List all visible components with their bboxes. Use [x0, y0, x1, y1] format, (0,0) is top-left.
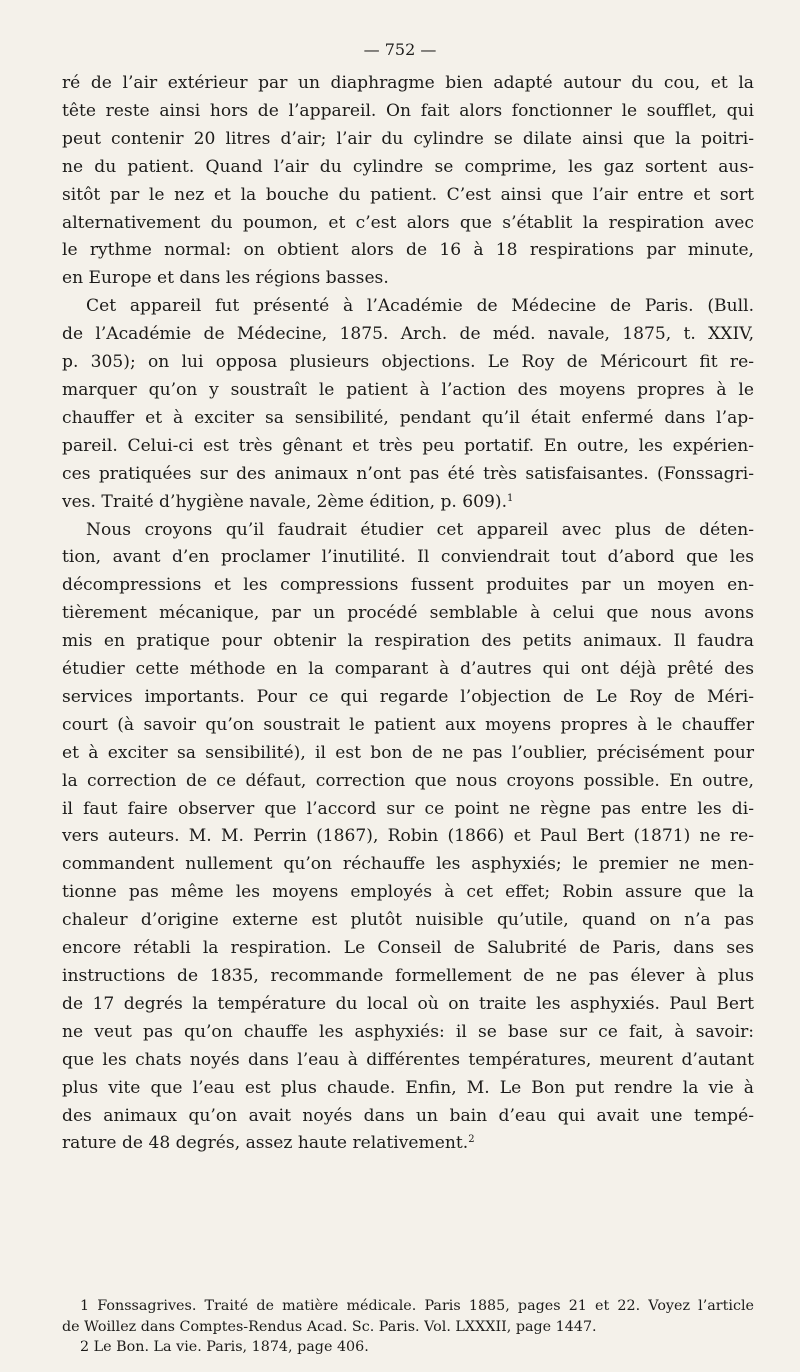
text-line: Nous croyons qu’il faudrait étudier cet appareil avec plus de déten-: [86, 519, 754, 540]
text-line: encore rétabli la respiration. Le Conseil de Salubrité de Paris, dans ses: [62, 938, 754, 959]
text-line: tête reste ainsi hors de l’appareil. On fait alors fonctionner le soufflet, qui: [62, 100, 754, 121]
text-line: instructions de 1835, recommande formellement de ne pas élever à plus: [62, 966, 754, 986]
text-line: tion, avant d’en proclamer l’inutilité. Il conviendrait tout d’abord que les: [62, 547, 754, 568]
text-line: plus vite que l’eau est plus chaude. Enfin, M. Le Bon put rendre la vie à: [62, 1077, 754, 1098]
text-line: tionne pas même les moyens employés à cet effet; Robin assure que la: [62, 882, 754, 903]
text-line: le rythme normal: on obtient alors de 16 à 18 respirations par minute,: [62, 240, 754, 261]
text-line: chauffer et à exciter sa sensibilité, pendant qu’il était enfermé dans l’ap-: [62, 407, 754, 428]
text-line: p. 305); on lui opposa plusieurs objections. Le Roy de Méricourt fit re-: [62, 352, 754, 373]
page-number: — 752 —: [363, 40, 437, 59]
footnote-mark: 2: [468, 1134, 475, 1146]
footnote-line: de Woillez dans Comptes-Rendus Acad. Sc. Paris. Vol. LXXXII, page 1447.: [62, 1318, 597, 1335]
text-line: des animaux qu’on avait noyés dans un bain d’eau qui avait une tempé-: [62, 1105, 754, 1126]
text-line-content: ves. Traité d’hygiène navale, 2ème édition, p. 609).: [62, 491, 508, 512]
body-text: [62, 70, 754, 1158]
text-line: peut contenir 20 litres d’air; l’air du cylindre se dilate ainsi que la poitri-: [62, 128, 754, 149]
text-line: ré de l’air extérieur par un diaphragme bien adapté autour du cou, et la: [62, 73, 754, 93]
text-line: en Europe et dans les régions basses.: [62, 268, 389, 289]
text-line: de 17 degrés la température du local où on traite les asphyxiés. Paul Bert: [62, 993, 754, 1014]
footnote-mark: 1: [507, 492, 514, 504]
text-line: chaleur d’origine externe est plutôt nuisible qu’utile, quand on n’a pas: [62, 910, 754, 931]
footnotes: [62, 1296, 754, 1358]
text-line: court (à savoir qu’on soustrait le patient aux moyens propres à le chauffer: [62, 714, 754, 735]
text-line: décompressions et les compressions fussent produites par un moyen en-: [62, 575, 754, 596]
text-line: [62, 489, 754, 517]
text-line: pareil. Celui-ci est très gênant et très peu portatif. En outre, les expérien-: [62, 435, 754, 456]
text-line: Cet appareil fut présenté à l’Académie de Médecine de Paris. (Bull.: [86, 296, 754, 317]
text-line: sitôt par le nez et la bouche du patient. C’est ainsi que l’air entre et sort: [62, 184, 754, 205]
text-line: étudier cette méthode en la comparant à d’autres qui ont déjà prêté des: [62, 659, 754, 680]
text-line: ne veut pas qu’on chauffe les asphyxiés: il se base sur ce fait, à savoir:: [62, 1021, 754, 1042]
text-line: alternativement du poumon, et c’est alors que s’établit la respiration avec: [62, 212, 754, 233]
footnote-line: 1 Fonssagrives. Traité de matière médicale. Paris 1885, pages 21 et 22. Voyez l’article: [80, 1298, 754, 1314]
text-line: que les chats noyés dans l’eau à différentes températures, meurent d’autant: [62, 1049, 754, 1070]
text-line: commandent nullement qu’on réchauffe les asphyxiés; le premier ne men-: [62, 854, 754, 875]
text-line-content: rature de 48 degrés, assez haute relativement.: [62, 1133, 469, 1154]
text-line: ne du patient. Quand l’air du cylindre se comprime, les gaz sortent aus-: [62, 156, 754, 177]
text-line: et à exciter sa sensibilité), il est bon de ne pas l’oublier, précisément pour: [62, 742, 754, 763]
text-line: il faut faire observer que l’accord sur ce point ne règne pas entre les di-: [62, 798, 754, 819]
text-line: mis en pratique pour obtenir la respiration des petits animaux. Il faudra: [62, 631, 754, 652]
text-line: marquer qu’on y soustraît le patient à l’action des moyens propres à le: [62, 379, 754, 400]
text-line: services importants. Pour ce qui regarde l’objection de Le Roy de Méri-: [62, 686, 754, 707]
text-line: la correction de ce défaut, correction que nous croyons possible. En outre,: [62, 770, 754, 791]
text-line: ces pratiquées sur des animaux n’ont pas été très satisfaisantes. (Fonssagri-: [62, 463, 754, 484]
footnote-line: 2 Le Bon. La vie. Paris, 1874, page 406.: [80, 1339, 369, 1355]
text-line: vers auteurs. M. M. Perrin (1867), Robin (1866) et Paul Bert (1871) ne re-: [62, 826, 754, 847]
text-line: [62, 1130, 754, 1158]
text-line: tièrement mécanique, par un procédé semblable à celui que nous avons: [62, 603, 754, 624]
text-line: de l’Académie de Médecine, 1875. Arch. de méd. navale, 1875, t. XXIV,: [62, 324, 754, 345]
